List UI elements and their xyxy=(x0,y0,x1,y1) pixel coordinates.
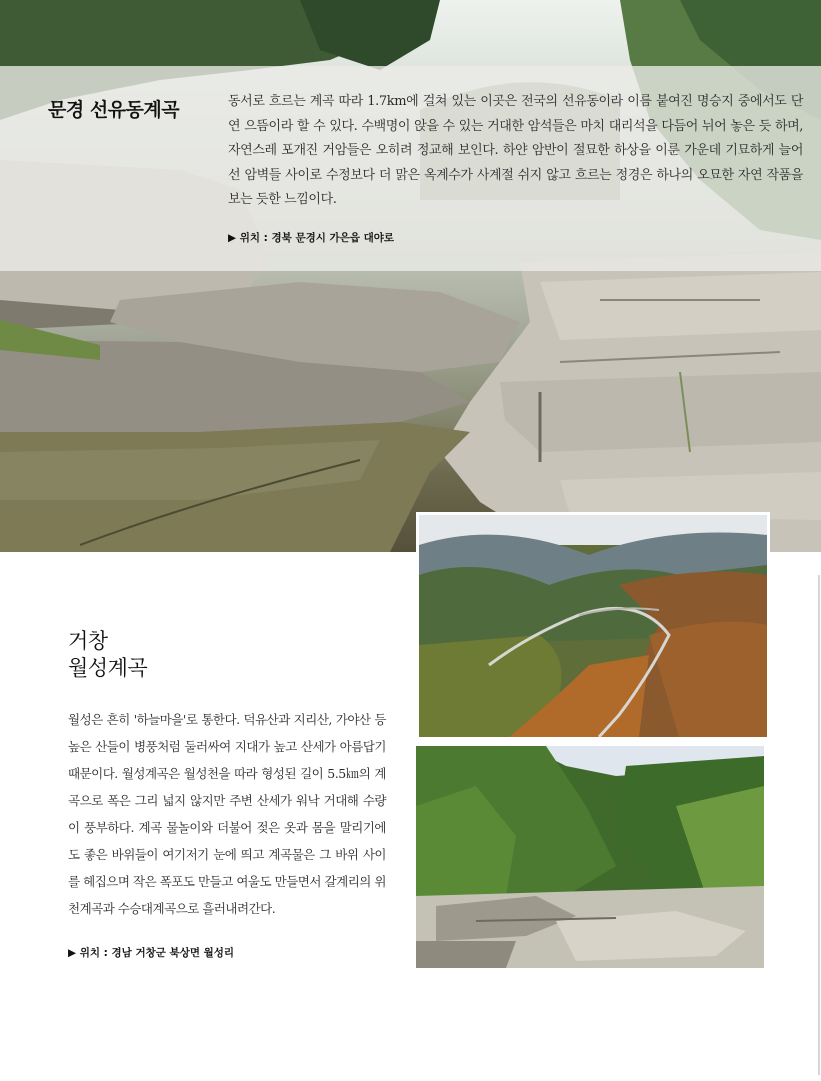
section1-body: 동서로 흐르는 계곡 따라 1.7km에 걸쳐 있는 이곳은 전국의 선유동이라 이름 붙여진 명승지 중에서도 단연 으뜸이라 할 수 있다. 수백명이 앉을 수 있는 거대한 암석들은 마치 대리석을 다듬어 뉘어 놓은 듯 하며, 자연스레 포개진 거암들은 오히려 정교해 보인다. 하얀 암반이 절묘한 하상을 이룬 가운데 기묘하게 늘어선 암벽들 사이로 수정보다 더 맑은 옥계수가 사계절 쉬지 않고 흐르는 정경은 하나의 오묘한 자연 작품을 보는 듯한 느낌이다. xyxy=(228,94,803,207)
photo-aerial-valley-road xyxy=(416,512,770,740)
section1-title: 문경 선유동계곡 xyxy=(48,99,180,121)
section2-title-line1: 거창 xyxy=(68,629,108,653)
section2-location: ▶ 위치 : 경남 거창군 북상면 월성리 xyxy=(68,947,235,959)
section1-location: ▶ 위치 : 경북 문경시 가은읍 대야로 xyxy=(228,232,395,244)
photo-wolseong-valley-rocks xyxy=(416,746,764,968)
page-edge-rule xyxy=(818,575,820,1075)
aerial-valley-graphic xyxy=(419,515,767,737)
valley-rocks-graphic xyxy=(416,746,764,968)
section2-body: 월성은 흔히 '하늘마을'로 통한다. 덕유산과 지리산, 가야산 등 높은 산들이 병풍처럼 둘러싸여 지대가 높고 산세가 아름답기 때문이다. 월성계곡은 월성천을 따라 형성된 길이 5.5㎞의 계곡으로 폭은 그리 넓지 않지만 주변 산세가 워낙 거대해 수량이 풍부하다. 계곡 물놀이와 더불어 젖은 옷과 몸을 말리기에도 좋은 바위들이 여기저기 눈에 띄고 계곡물은 그 바위 사이를 헤집으며 작은 폭포도 만들고 여울도 만들면서 갈계리의 위천계곡과 수승대계곡으로 흘러내려간다. xyxy=(68,712,386,916)
section2-title-line2: 월성계곡 xyxy=(68,656,148,680)
section2-title xyxy=(68,628,147,682)
